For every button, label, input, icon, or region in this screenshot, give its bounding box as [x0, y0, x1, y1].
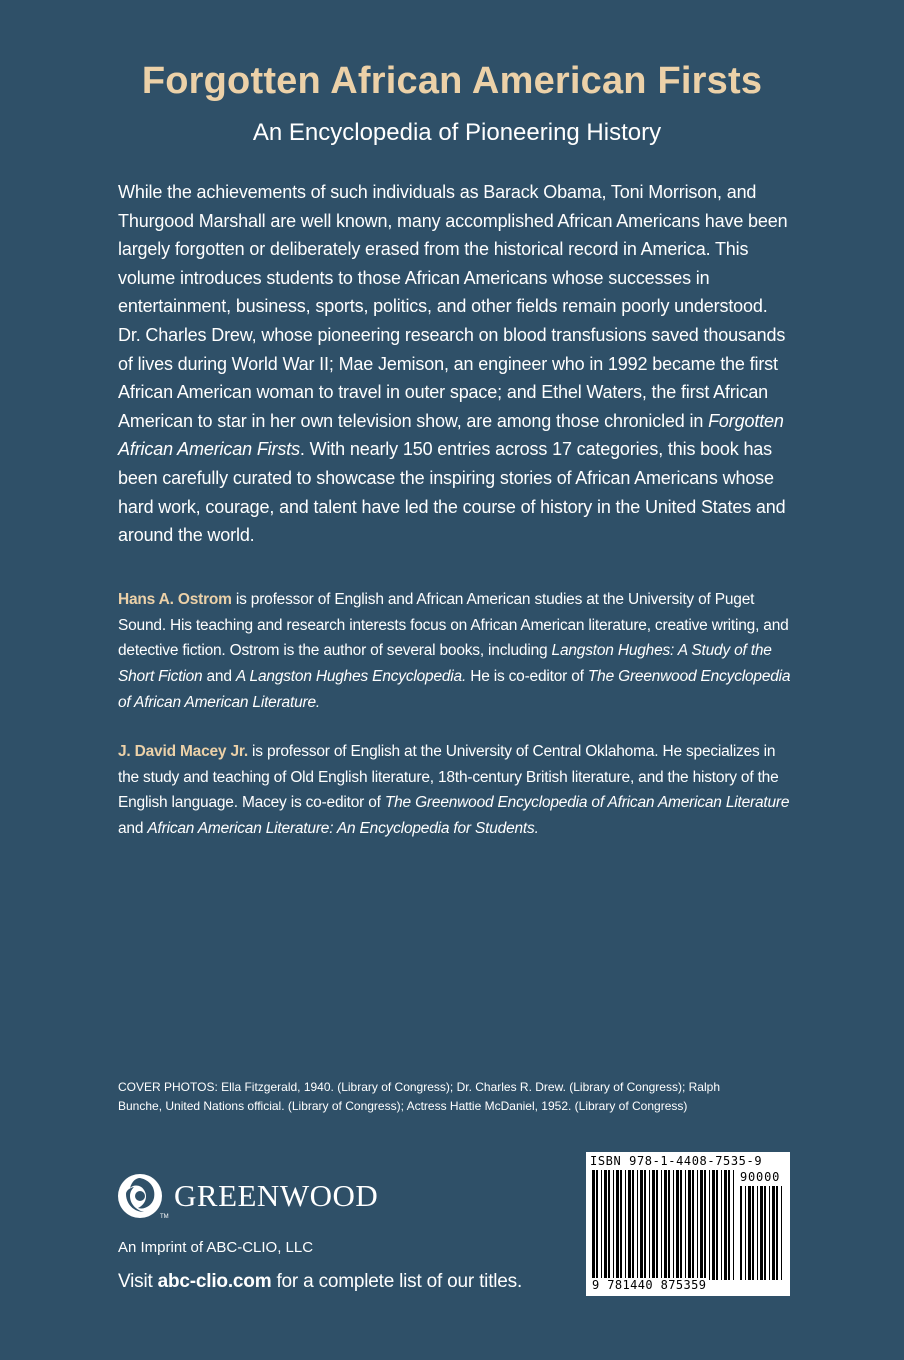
- description-book-title: Forgotten African American Firsts: [118, 410, 784, 460]
- bio-book-title: The Greenwood Encyclopedia of African American Literature.: [118, 668, 791, 711]
- author-bio-macey: [118, 739, 792, 842]
- bio-book-title: A Langston Hughes Encyclopedia.: [235, 668, 467, 686]
- author-name-ostrom: Hans A. Ostrom: [118, 591, 232, 608]
- bio-text: is professor of English and African American studies at the University of Puget Sound. His teaching and research interests focus on African American literature, creative writing, and detective fiction. Ostrom is the author of several books, including: [118, 591, 789, 660]
- bio-book-title: Langston Hughes: A Study of the Short Fiction: [118, 642, 772, 686]
- visit-prefix: Visit: [118, 1271, 158, 1292]
- visit-line: [118, 1271, 522, 1293]
- description-text-1: While the achievements of such individuals as Barack Obama, Toni Morrison, and Thurgood Marshall are well known, many accomplished African Americans have been largely forgotten or deliberately erased from the historical record in America. This volume introduces students to those African Americans whose successes in entertainment, business, sports, politics, and other fields remain poorly understood. Dr. Charles Drew, whose pioneering research on blood transfusions saved thousands of lives during World War II; Mae Jemison, an engineer who in 1992 became the first African American woman to travel in outer space; and Ethel Waters, the first African American to star in her own television show, are among those chronicled in: [118, 182, 788, 431]
- author-bio-ostrom: [118, 587, 792, 716]
- isbn-label: ISBN 978-1-4408-7535-9: [590, 1154, 763, 1168]
- book-title: Forgotten African American Firsts: [141, 60, 763, 102]
- imprint-line: An Imprint of ABC-CLIO, LLC: [118, 1239, 314, 1256]
- bio-book-title: The Greenwood Encyclopedia of African American Literature: [384, 794, 790, 812]
- ean-barcode-bars: [592, 1170, 734, 1280]
- ean-number: 9 781440 875359: [592, 1278, 707, 1292]
- book-subtitle: An Encyclopedia of Pioneering History: [252, 119, 662, 146]
- bio-text: and: [202, 668, 236, 686]
- bio-book-title: African American Literature: An Encyclopedia for Students.: [147, 820, 539, 838]
- bio-text: and: [118, 820, 148, 838]
- isbn-barcode: [586, 1152, 790, 1296]
- bio-text: He is co-editor of: [466, 668, 588, 686]
- author-name-macey: J. David Macey Jr.: [118, 743, 248, 760]
- greenwood-wordmark: GREENWOOD: [174, 1178, 379, 1213]
- price-addon-bars: [740, 1186, 784, 1280]
- bio-text: is professor of English at the University of Central Oklahoma. He specializes in the study and teaching of Old English literature, 18th-century British literature, and the history of the English language. Macey is co-editor of: [118, 743, 779, 812]
- website-link[interactable]: abc-clio.com: [157, 1271, 272, 1292]
- book-description: [118, 178, 790, 550]
- description-text-2: . With nearly 150 entries across 17 categories, this book has been carefully curated to showcase the inspiring stories of African Americans whose hard work, courage, and talent have led the course of history in the United States and around the world.: [118, 439, 786, 546]
- greenwood-swirl-icon: [116, 1172, 164, 1220]
- cover-photo-credits: COVER PHOTOS: Ella Fitzgerald, 1940. (Library of Congress); Dr. Charles R. Drew. (Library of Congress); Ralph Bunche, United Nations official. (Library of Congress); Actress Hattie McDaniel, 1952. (Library of Congress): [118, 1080, 720, 1113]
- price-code: 90000: [740, 1170, 781, 1184]
- greenwood-logo: [116, 1172, 386, 1228]
- visit-suffix: for a complete list of our titles.: [271, 1271, 523, 1292]
- trademark-mark: TM: [160, 1214, 169, 1220]
